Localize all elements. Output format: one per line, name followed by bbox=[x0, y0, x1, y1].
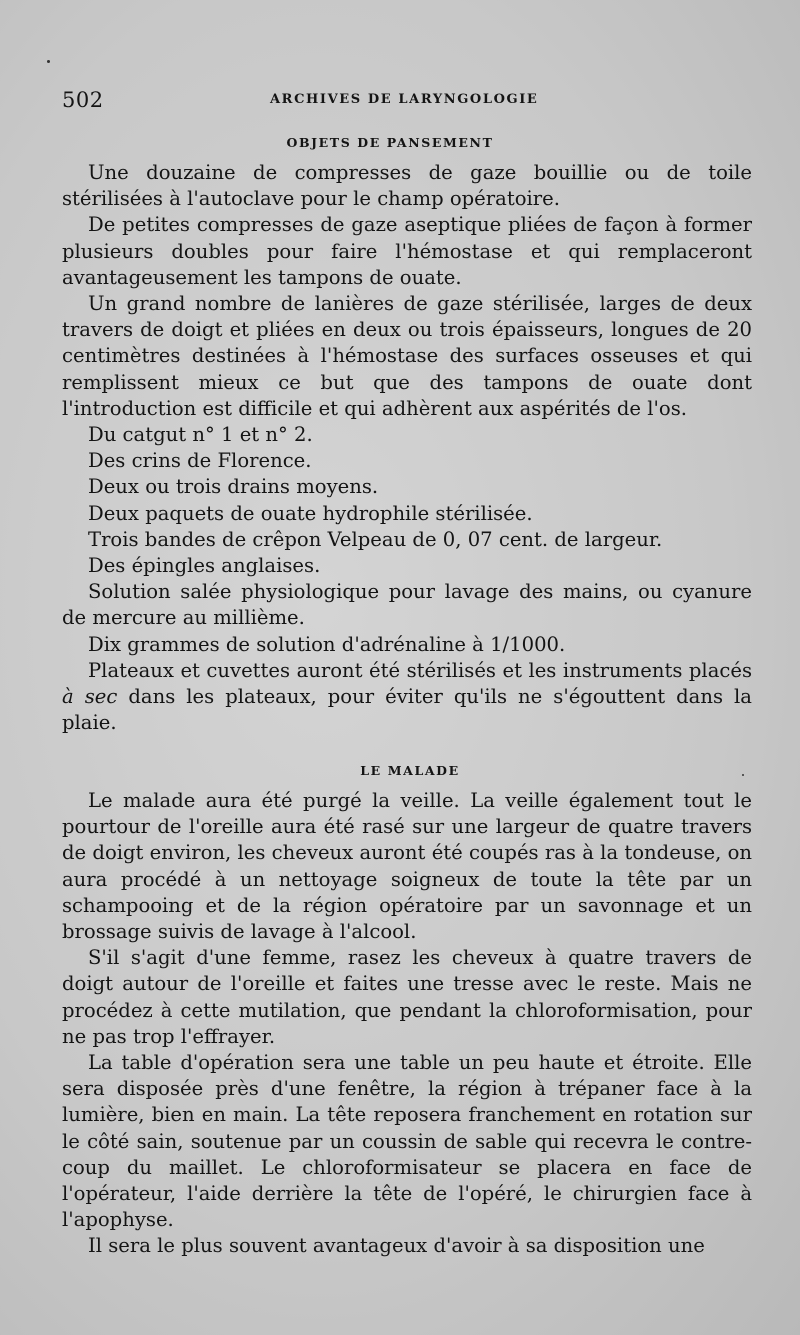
list-item: Dix grammes de solution d'adrénaline à 1/1000. bbox=[88, 632, 566, 656]
running-title: ARCHIVES DE LARYNGOLOGIE bbox=[270, 92, 539, 107]
list-item: Des épingles anglaises. bbox=[88, 554, 321, 578]
paragraph: Un grand nombre de lanières de gaze stérilisée, larges de deux travers de doigt et pliées en deux ou trois épaisseurs, longues de 20 centimètres destinées à l'hémostase des surfaces osseuses et qui remplissent mieux ce but que des tampons de ouate dont l'introduction est difficile et qui adhèrent aux aspérités de l'os. bbox=[62, 292, 752, 420]
list-item: Trois bandes de crêpon Velpeau de 0, 07 cent. de largeur. bbox=[88, 527, 663, 551]
list-item: Des crins de Florence. bbox=[88, 449, 312, 473]
section-objets-de-pansement bbox=[62, 160, 752, 736]
print-speck bbox=[47, 60, 50, 63]
text-run: Plateaux et cuvettes auront été stérilisés et les instruments placés bbox=[88, 658, 752, 682]
text-run: dans les plateaux, pour éviter qu'ils ne s'égouttent dans la plaie. bbox=[62, 685, 752, 735]
paragraph: S'il s'agit d'une femme, rasez les cheveux à quatre travers de doigt autour de l'oreille et faites une tresse avec le reste. Mais ne procédez à cette mutilation, que pendant la chloroformisation, pour ne pas trop l'effrayer. bbox=[62, 946, 752, 1048]
section-title-objets-de-pansement: OBJETS DE PANSEMENT bbox=[286, 135, 494, 150]
paragraph: De petites compresses de gaze aseptique pliées de façon à former plusieurs doubles pour faire l'hémostase et qui remplaceront avantageusement les tampons de ouate. bbox=[62, 213, 752, 289]
list-item: Du catgut n° 1 et n° 2. bbox=[88, 423, 313, 447]
page-header bbox=[62, 88, 762, 114]
paragraph: Une douzaine de compresses de gaze bouillie ou de toile stérilisées à l'autoclave pour le champ opératoire. bbox=[62, 161, 752, 211]
print-speck bbox=[742, 774, 744, 776]
paragraph: La table d'opération sera une table un peu haute et étroite. Elle sera disposée près d'une fenêtre, la région à trépaner face à la lumière, bien en main. La tête reposera franchement en rotation sur le côté sain, soutenue par un coussin de sable qui recevra le contre-coup du maillet. Le chloroformisateur se placera en face de l'opérateur, l'aide derrière la tête de l'opéré, le chirurgien face à l'apophyse. bbox=[62, 1051, 752, 1232]
page-number: 502 bbox=[62, 88, 104, 112]
section-title-le-malade: LE MALADE bbox=[360, 763, 460, 778]
paragraph: Il sera le plus souvent avantageux d'avoir à sa disposition une bbox=[88, 1234, 705, 1258]
section-le-malade bbox=[62, 788, 752, 1260]
paragraph: Le malade aura été purgé la veille. La veille également tout le pourtour de l'oreille aura été rasé sur une largeur de quatre travers de doigt environ, les cheveux auront été coupés ras à la tondeuse, on aura procédé à un nettoyage soigneux de toute la tête par un schampooing et de la région opératoire par un savonnage et un brossage suivis de lavage à l'alcool. bbox=[62, 789, 752, 944]
emphasis-text: à sec bbox=[62, 685, 118, 709]
list-item: Deux ou trois drains moyens. bbox=[88, 475, 379, 499]
paragraph-with-emphasis bbox=[62, 658, 752, 737]
list-item: Deux paquets de ouate hydrophile stérilisée. bbox=[88, 501, 533, 525]
paragraph: Solution salée physiologique pour lavage des mains, ou cyanure de mercure au millième. bbox=[62, 580, 752, 630]
